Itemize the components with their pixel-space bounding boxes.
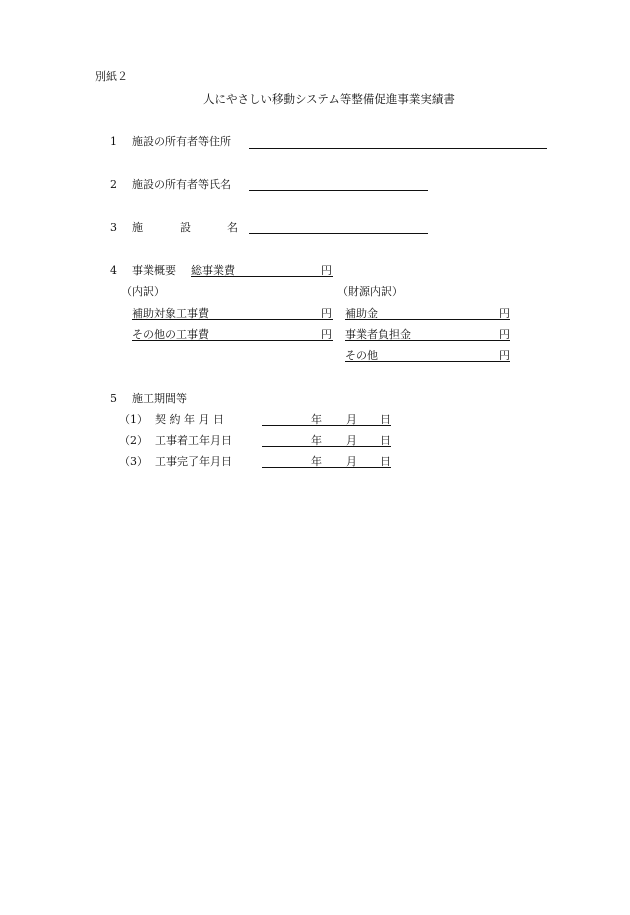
operator-burden-label: 事業者負担金 [345,328,411,341]
completion-date-line[interactable] [262,467,391,468]
subsidized-work-cost-label: 補助対象工事費 [132,307,209,320]
start-date-line[interactable] [262,446,391,447]
start-date-index: （2） [119,434,148,447]
other-funding-line[interactable] [345,361,510,362]
item-3-label-char-2: 設 [180,221,191,234]
item-2-number: 2 [110,178,117,191]
other-work-cost-yen: 円 [321,328,332,341]
start-date-month: 月 [346,434,357,447]
subsidized-work-cost-line[interactable] [132,319,333,320]
item-2-name-line[interactable] [249,190,428,191]
document-title: 人にやさしい移動システム等整備促進事業実績書 [203,92,455,106]
operator-burden-yen: 円 [499,328,510,341]
other-funding-label: その他 [345,349,378,362]
total-cost-line[interactable] [191,276,333,277]
operator-burden-line[interactable] [345,340,510,341]
total-cost-yen: 円 [321,264,332,277]
item-3-label-char-3: 名 [227,221,238,234]
start-date-day: 日 [380,434,391,447]
contract-date-year: 年 [311,413,322,426]
item-5-label: 施工期間等 [132,392,187,405]
subsidy-yen: 円 [499,307,510,320]
breakdown-label: （内訳） [121,285,165,298]
completion-date-month: 月 [346,455,357,468]
subsidy-line[interactable] [345,319,510,320]
item-1-number: 1 [110,135,117,148]
item-4-number: 4 [110,264,117,277]
other-work-cost-label: その他の工事費 [132,328,209,341]
subsidy-label: 補助金 [345,307,378,320]
funding-breakdown-label: （財源内訳） [337,285,403,298]
contract-date-day: 日 [380,413,391,426]
item-1-label: 施設の所有者等住所 [132,135,231,148]
other-work-cost-line[interactable] [132,340,333,341]
item-3-label-char-1: 施 [132,221,143,234]
total-cost-label: 総事業費 [191,264,235,277]
item-3-facility-line[interactable] [249,233,428,234]
item-3-number: 3 [110,221,117,234]
contract-date-line[interactable] [262,425,391,426]
contract-date-month: 月 [346,413,357,426]
item-2-label: 施設の所有者等氏名 [132,178,231,191]
item-1-address-line[interactable] [249,148,547,149]
completion-date-index: （3） [119,455,148,468]
attachment-label: 別紙２ [95,70,128,83]
start-date-label: 工事着工年月日 [155,434,232,447]
subsidized-work-cost-yen: 円 [321,307,332,320]
completion-date-year: 年 [311,455,322,468]
completion-date-day: 日 [380,455,391,468]
item-4-label: 事業概要 [132,264,176,277]
completion-date-label: 工事完了年月日 [155,455,232,468]
contract-date-label: 契 約 年 月 日 [155,413,224,426]
item-5-number: 5 [110,392,117,405]
contract-date-index: （1） [119,413,148,426]
other-funding-yen: 円 [499,349,510,362]
start-date-year: 年 [311,434,322,447]
